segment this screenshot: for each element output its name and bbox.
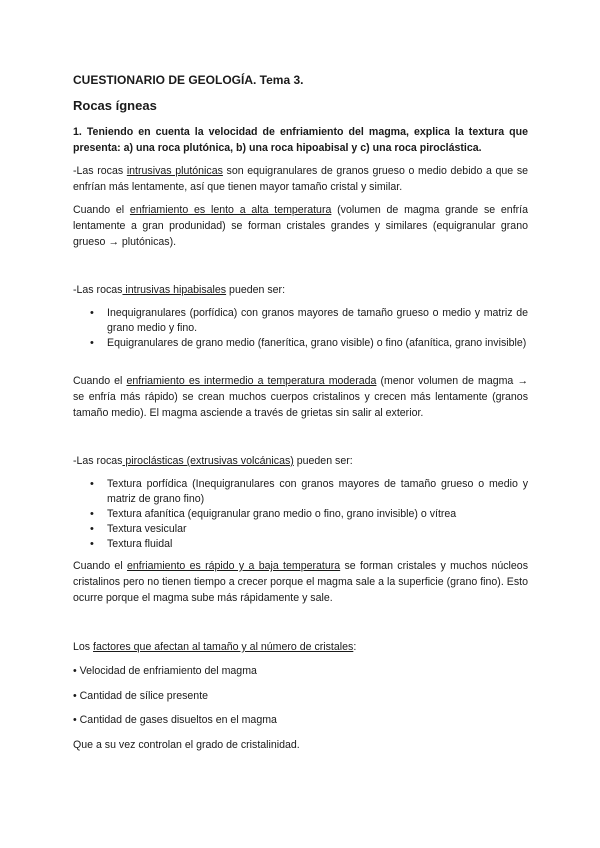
list-item: • Textura fluidal: [73, 537, 528, 552]
paragraph-hypabyssal: [73, 282, 528, 298]
hypabyssal-list: [73, 306, 528, 351]
underlined-term: enfriamiento es rápido y a baja temperatura: [127, 560, 341, 572]
list-item: • Inequigranulares (porfídica) con granos mayores de tamaño grueso o medio y matriz de grano medio y fino.: [73, 306, 528, 336]
underlined-term: enfriamiento es lento a alta temperatura: [129, 204, 332, 216]
text-segment: -Las rocas: [73, 284, 123, 296]
document-title: CUESTIONARIO DE GEOLOGÍA. Tema 3.: [73, 73, 304, 87]
paragraph-fast-cooling: [73, 558, 528, 606]
pyroclastic-list: [73, 477, 528, 552]
paragraph-pyroclastic: [73, 453, 528, 469]
paragraph-intermediate-cooling: [73, 373, 528, 421]
underlined-term: enfriamiento es intermedio a temperatura moderada: [126, 375, 377, 387]
text-segment: Cuando el: [73, 560, 127, 572]
underlined-term: piroclásticas (extrusivas volcánicas): [122, 455, 294, 467]
text-segment: se forman cristales y muchos núcleos cristalinos pero no tienen tiempo a crecer porque el magma sale a la superficie (grano fino). Esto ocurre porque el magma sube más rápidamente y sale.: [73, 560, 528, 604]
text-segment: -Las rocas: [73, 455, 123, 467]
list-item: • Equigranulares de grano medio (fanerítica, grano visible) o fino (afanítica, grano invisible): [73, 336, 528, 351]
text-segment: pueden ser:: [226, 284, 286, 296]
factor-item: • Cantidad de sílice presente: [73, 690, 209, 702]
paragraph-slow-cooling: [73, 202, 528, 250]
text-segment: (volumen de magma grande se enfría lentamente a gran produnidad) se forman cristales grandes y similares (equigranular grano grueso → plutónicas).: [73, 204, 528, 248]
text-segment: son equigranulares de granos grueso o medio debido a que se enfrían más lentamente, así que tienen mayor tamaño cristal y similar.: [73, 165, 529, 193]
factor-item: • Velocidad de enfriamiento del magma: [73, 665, 257, 677]
underlined-term: intrusivas plutónicas: [126, 165, 223, 177]
question-text: 1. Teniendo en cuenta la velocidad de enfriamiento del magma, explica la textura que presenta: a) una roca plutónica, b) una roca hipoabisal y c) una roca piroclástica.: [73, 126, 528, 154]
list-item: • Textura vesicular: [73, 522, 528, 537]
text-segment: Los: [73, 641, 94, 653]
paragraph-factors: [73, 639, 528, 655]
underlined-term: factores que afectan al tamaño y al número de cristales: [93, 641, 354, 653]
factor-item: • Cantidad de gases disueltos en el magma: [73, 714, 277, 726]
text-segment: Cuando el: [73, 375, 127, 387]
list-item: • Textura afanítica (equigranular grano medio o fino, grano invisible) o vítrea: [73, 507, 528, 522]
section-heading: Rocas ígneas: [73, 98, 157, 113]
list-item: • Textura porfídica (Inequigranulares con granos mayores de tamaño grueso o medio y matriz de grano fino): [73, 477, 528, 507]
paragraph-plutonic: [73, 163, 528, 195]
text-segment: (menor volumen de magma → se enfría más rápido) se crean muchos cuerpos cristalinos y crecen más lentamente (granos tamaño medio). El magma asciende a través de grietas sin salir al exterior.: [73, 375, 528, 419]
text-segment: -Las rocas: [73, 165, 127, 177]
closing-sentence: Que a su vez controlan el grado de cristalinidad.: [73, 739, 300, 751]
underlined-term: intrusivas hipabisales: [122, 284, 227, 296]
text-segment: :: [353, 641, 357, 653]
text-segment: pueden ser:: [293, 455, 353, 467]
text-segment: Cuando el: [73, 204, 130, 216]
